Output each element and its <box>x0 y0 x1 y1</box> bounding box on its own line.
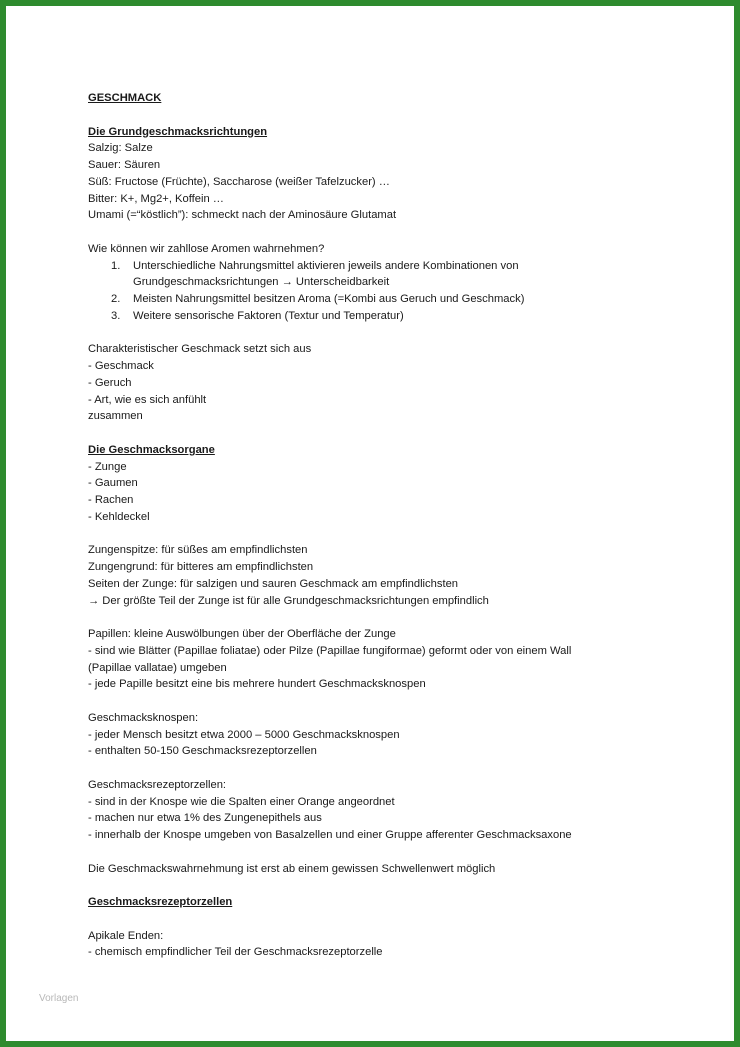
spacer <box>88 911 668 928</box>
section-heading-geschmacksrezeptorzellen: Geschmacksrezeptorzellen <box>88 896 233 908</box>
text-line: Charakteristischer Geschmack setzt sich aus <box>88 343 312 356</box>
text-line: - machen nur etwa 1% des Zungenepithels aus <box>88 812 322 825</box>
watermark-text: Vorlagen <box>39 993 79 1004</box>
text-line: Umami (=“köstlich”): schmeckt nach der Aminosäure Glutamat <box>88 209 397 222</box>
text-line: Seiten der Zunge: für salzigen und sauren Geschmack am empfindlichsten <box>88 577 459 590</box>
text-line: zusammen <box>88 410 143 423</box>
numbered-list-item <box>88 308 668 325</box>
document-title: GESCHMACK <box>88 92 162 104</box>
spacer <box>88 526 668 543</box>
text-line: Sauer: Säuren <box>88 159 161 171</box>
spacer <box>88 877 668 894</box>
document-content <box>88 90 668 961</box>
text-line: Papillen: kleine Auswölbungen über der Oberfläche der Zunge <box>88 628 396 640</box>
text-line: - chemisch empfindlicher Teil der Geschmacksrezeptorzelle <box>88 946 383 959</box>
text-line: Zungenspitze: für süßes am empfindlichsten <box>88 544 308 557</box>
text-line: - Geruch <box>88 376 132 389</box>
question-text: Wie können wir zahllose Aromen wahrnehmen? <box>88 242 325 255</box>
text-line: - sind in der Knospe wie die Spalten einer Orange angeordnet <box>88 795 395 808</box>
section-heading-geschmacksorgane: Die Geschmacksorgane <box>88 443 215 456</box>
text-line: - Gaumen <box>88 477 138 490</box>
list-number: 3. <box>111 309 121 322</box>
spacer <box>88 425 668 442</box>
text-line: Zungengrund: für bitteres am empfindlichsten <box>88 561 314 573</box>
text-line: Apikale Enden: <box>88 929 164 942</box>
numbered-list-item <box>88 291 668 308</box>
spacer <box>88 325 668 342</box>
text-line: → Der größte Teil der Zunge ist für alle Grundgeschmacksrichtungen empfindlich <box>88 594 489 607</box>
text-line: - Kehldeckel <box>88 510 150 523</box>
list-item-text: Meisten Nahrungsmittel besitzen Aroma (=Kombi aus Geruch und Geschmack) <box>133 293 525 305</box>
list-item-text: Unterschiedliche Nahrungsmittel aktivieren jeweils andere Kombinationen von <box>133 259 519 272</box>
text-line: - jeder Mensch besitzt etwa 2000 – 5000 Geschmacksknospen <box>88 728 400 741</box>
spacer <box>88 844 668 861</box>
spacer <box>88 693 668 710</box>
text-line: - sind wie Blätter (Papillae foliatae) oder Pilze (Papillae fungiformae) geformt oder von einem Wall <box>88 644 572 657</box>
spacer <box>88 760 668 777</box>
spacer <box>88 107 668 124</box>
list-item-continuation: Grundgeschmacksrichtungen → Unterscheidbarkeit <box>133 276 390 289</box>
text-line: Geschmacksknospen: <box>88 711 199 724</box>
text-line: - Rachen <box>88 494 134 506</box>
text-line: - Art, wie es sich anfühlt <box>88 393 207 406</box>
text-line: Geschmacksrezeptorzellen: <box>88 778 227 791</box>
list-number: 1. <box>111 259 121 272</box>
text-line: - enthalten 50-150 Geschmacksrezeptorzellen <box>88 745 317 758</box>
list-number: 2. <box>111 293 121 305</box>
text-line: Die Geschmackswahrnehmung ist erst ab einem gewissen Schwellenwert möglich <box>88 862 496 875</box>
spacer <box>88 224 668 241</box>
numbered-list-item <box>88 258 668 275</box>
text-line: Salzig: Salze <box>88 142 153 155</box>
text-line: Bitter: K+, Mg2+, Koffein … <box>88 192 224 205</box>
text-line: Süß: Fructose (Früchte), Saccharose (weißer Tafelzucker) … <box>88 175 390 188</box>
text-line: - Geschmack <box>88 360 154 372</box>
text-line: (Papillae vallatae) umgeben <box>88 661 227 674</box>
text-line: - jede Papille besitzt eine bis mehrere hundert Geschmacksknospen <box>88 678 426 691</box>
text-line: - Zunge <box>88 460 127 473</box>
text-line: - innerhalb der Knospe umgeben von Basalzellen und einer Gruppe afferenter Geschmacksaxone <box>88 829 572 841</box>
section-heading-grundgeschmack: Die Grundgeschmacksrichtungen <box>88 125 268 138</box>
list-item-text: Weitere sensorische Faktoren (Textur und Temperatur) <box>133 309 404 322</box>
spacer <box>88 609 668 626</box>
document-page <box>6 6 734 1041</box>
